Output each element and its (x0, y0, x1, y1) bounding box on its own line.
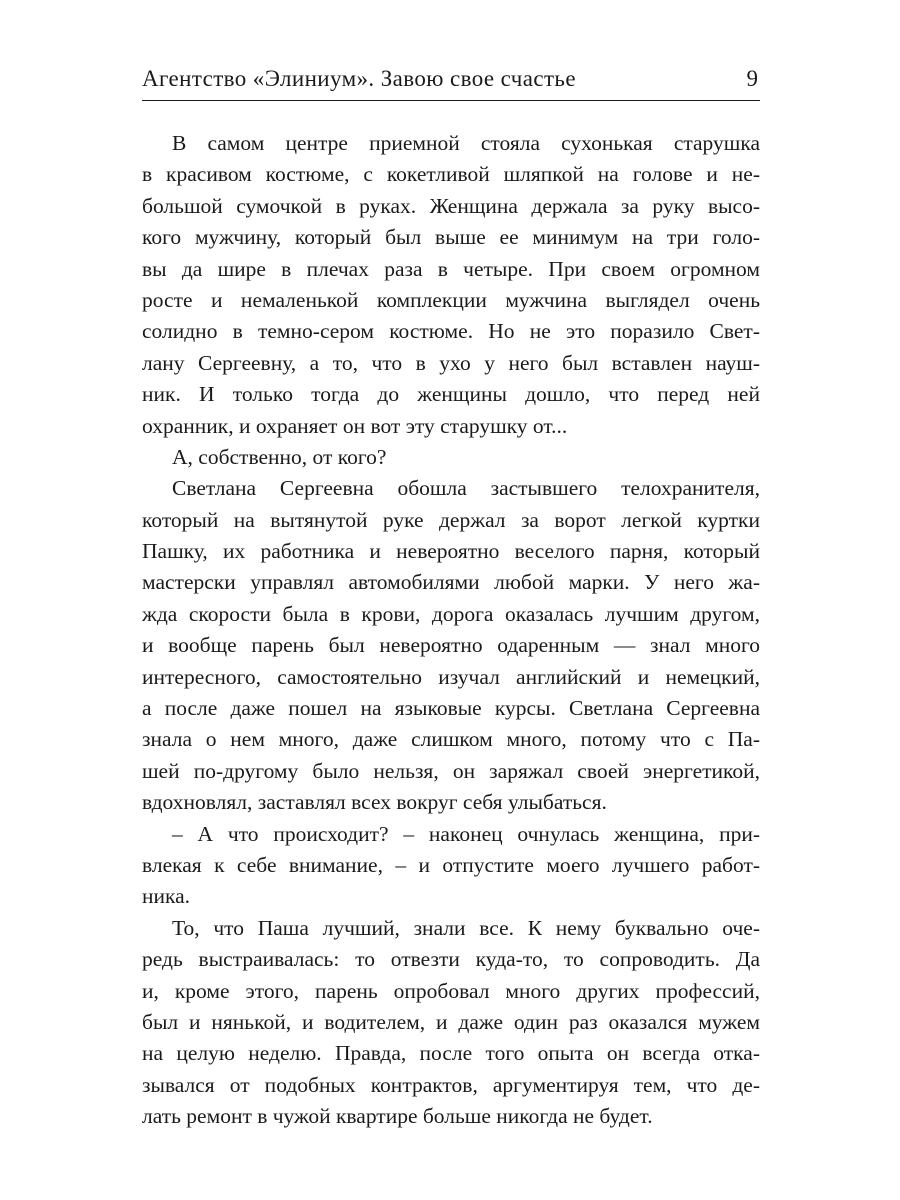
text-line: лану Сергеевну, а то, что в ухо у него был вставлен науш- (142, 350, 760, 375)
paragraph (142, 913, 760, 1133)
text-line: и вообще парень был невероятно одаренным — знал много (142, 633, 760, 658)
text-line: А, собственно, от кого? (172, 444, 387, 469)
text-line: вдохновлял, заставлял всех вокруг себя улыбаться. (142, 790, 607, 815)
paragraph (142, 128, 760, 442)
text-line: лать ремонт в чужой квартире больше никогда не будет. (142, 1104, 653, 1129)
paragraph (142, 442, 760, 473)
text-line: в красивом костюме, с кокетливой шляпкой на голове и не- (142, 162, 760, 187)
text-line: В самом центре приемной стояла сухонькая старушка (172, 131, 760, 155)
text-line: зывался от подобных контрактов, аргументируя тем, что де- (142, 1072, 760, 1097)
text-line: мастерски управлял автомобилями любой марки. У него жа- (142, 570, 760, 595)
text-line: интересного, самостоятельно изучал английский и немецкий, (142, 664, 760, 689)
text-line: Пашку, их работника и невероятно веселого парня, который (142, 539, 760, 564)
text-line: жда скорости была в крови, дорога оказалась лучшим другом, (142, 601, 760, 626)
body-text (142, 128, 760, 1133)
text-line: То, что Паша лучший, знали все. К нему буквально оче- (172, 915, 760, 940)
text-line: был и нянькой, и водителем, и даже один раз оказался мужем (142, 1009, 760, 1034)
page-number: 9 (746, 66, 758, 91)
text-line: – А что происходит? – наконец очнулась женщина, при- (172, 821, 760, 846)
text-line: охранник, и охраняет он вот эту старушку от... (142, 413, 568, 438)
text-line: который на вытянутой руке держал за ворот легкой куртки (142, 507, 760, 532)
text-line: Светлана Сергеевна обошла застывшего телохранителя, (172, 476, 760, 501)
text-line: росте и немаленькой комплекции мужчина выглядел очень (142, 287, 760, 312)
running-title: Агентство «Элиниум». Завою свое счастье (142, 66, 576, 91)
text-line: большой сумочкой в руках. Женщина держала за руку высо- (142, 193, 760, 218)
paragraph (142, 473, 760, 818)
text-line: солидно в темно-сером костюме. Но не это поразило Свет- (142, 319, 760, 344)
text-line: кого мужчину, который был выше ее минимум на три голо- (142, 225, 760, 250)
text-line: редь выстраивалась: то отвезти куда-то, то сопроводить. Да (142, 947, 760, 972)
text-line: на целую неделю. Правда, после того опыта он всегда отка- (142, 1041, 760, 1066)
text-line: влекая к себе внимание, – и отпустите моего лучшего работ- (142, 852, 760, 877)
text-line: вы да шире в плечах раза в четыре. При своем огромном (142, 256, 760, 281)
text-line: а после даже пошел на языковые курсы. Светлана Сергеевна (142, 696, 760, 721)
text-line: ник. И только тогда до женщины дошло, что перед ней (142, 382, 760, 407)
text-line: знала о нем много, даже слишком много, потому что с Па- (142, 727, 760, 752)
text-line: и, кроме этого, парень опробовал много других профессий, (142, 978, 760, 1003)
paragraph (142, 819, 760, 913)
text-line: ника. (142, 884, 191, 909)
running-header (142, 66, 760, 101)
text-line: шей по-другому было нельзя, он заряжал своей энергетикой, (142, 758, 760, 783)
